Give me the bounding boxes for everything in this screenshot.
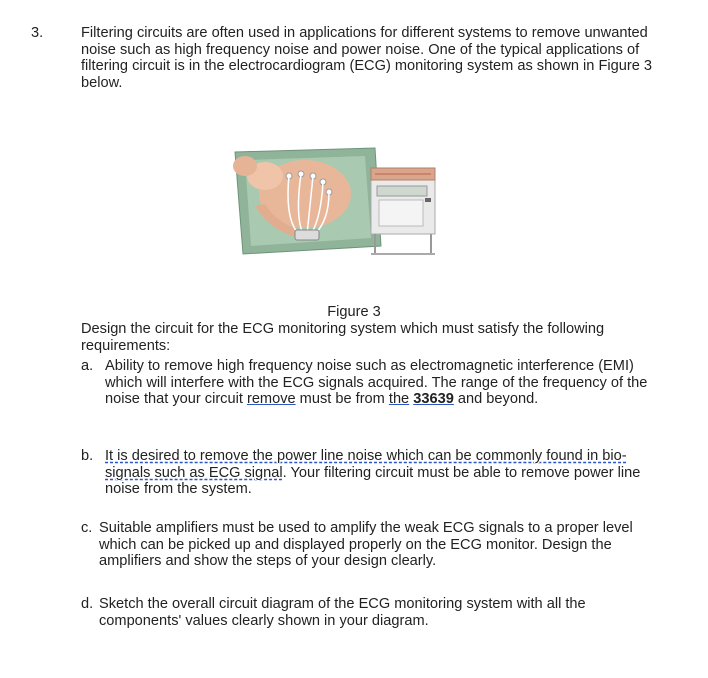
requirement-c-label: c. [81,520,93,536]
requirement-a-remove-word: remove [246,391,296,407]
requirement-b-text [105,448,665,498]
requirement-a-text-2: must be from [295,391,389,407]
requirement-a-text [105,358,665,408]
design-prompt: Design the circuit for the ECG monitoring system which must satisfy the following requirements: [81,321,605,354]
requirement-b-label: b. [81,448,94,464]
requirement-a-the-word: the [388,391,410,407]
requirement-c-text: Suitable amplifiers must be used to amplify the weak ECG signals to a proper level which can be picked up and displayed properly on the ECG monitor. Design the amplifiers and show the steps of your design clearly. [99,520,633,569]
requirement-a-text-1: Ability to remove high frequency noise such as electromagnetic interference (EMI) which will interfere with the ECG signals acquired. The range of the frequency of the noise that your circuit [105,358,648,407]
requirement-d-text: Sketch the overall circuit diagram of the ECG monitoring system with all the components' values clearly shown in your diagram. [99,596,586,629]
requirement-a-text-3: and beyond. [453,391,539,407]
question-number: 3. [31,25,44,41]
question-intro: Filtering circuits are often used in applications for different systems to remove unwanted noise such as high frequency noise and power noise. One of the typical applications of filtering circuit is in the electrocardiogram (ECG) monitoring system as shown in Figure 3 below. [81,25,652,91]
requirement-b-rest: . Your filtering circuit must be able to remove power line noise from the system. [105,464,641,497]
requirement-a-number: 33639 [413,391,454,407]
requirement-b-underlined: It is desired to remove the power line noise which can be commonly found in bio-signals such as ECG signal [105,448,627,481]
ecg-figure-svg [225,146,441,258]
figure-caption-text: Figure 3 [327,304,381,320]
requirement-a-label: a. [81,358,94,374]
requirement-d-label: d. [81,596,94,612]
ecg-monitoring-illustration [225,146,441,258]
figure-caption [0,304,708,321]
